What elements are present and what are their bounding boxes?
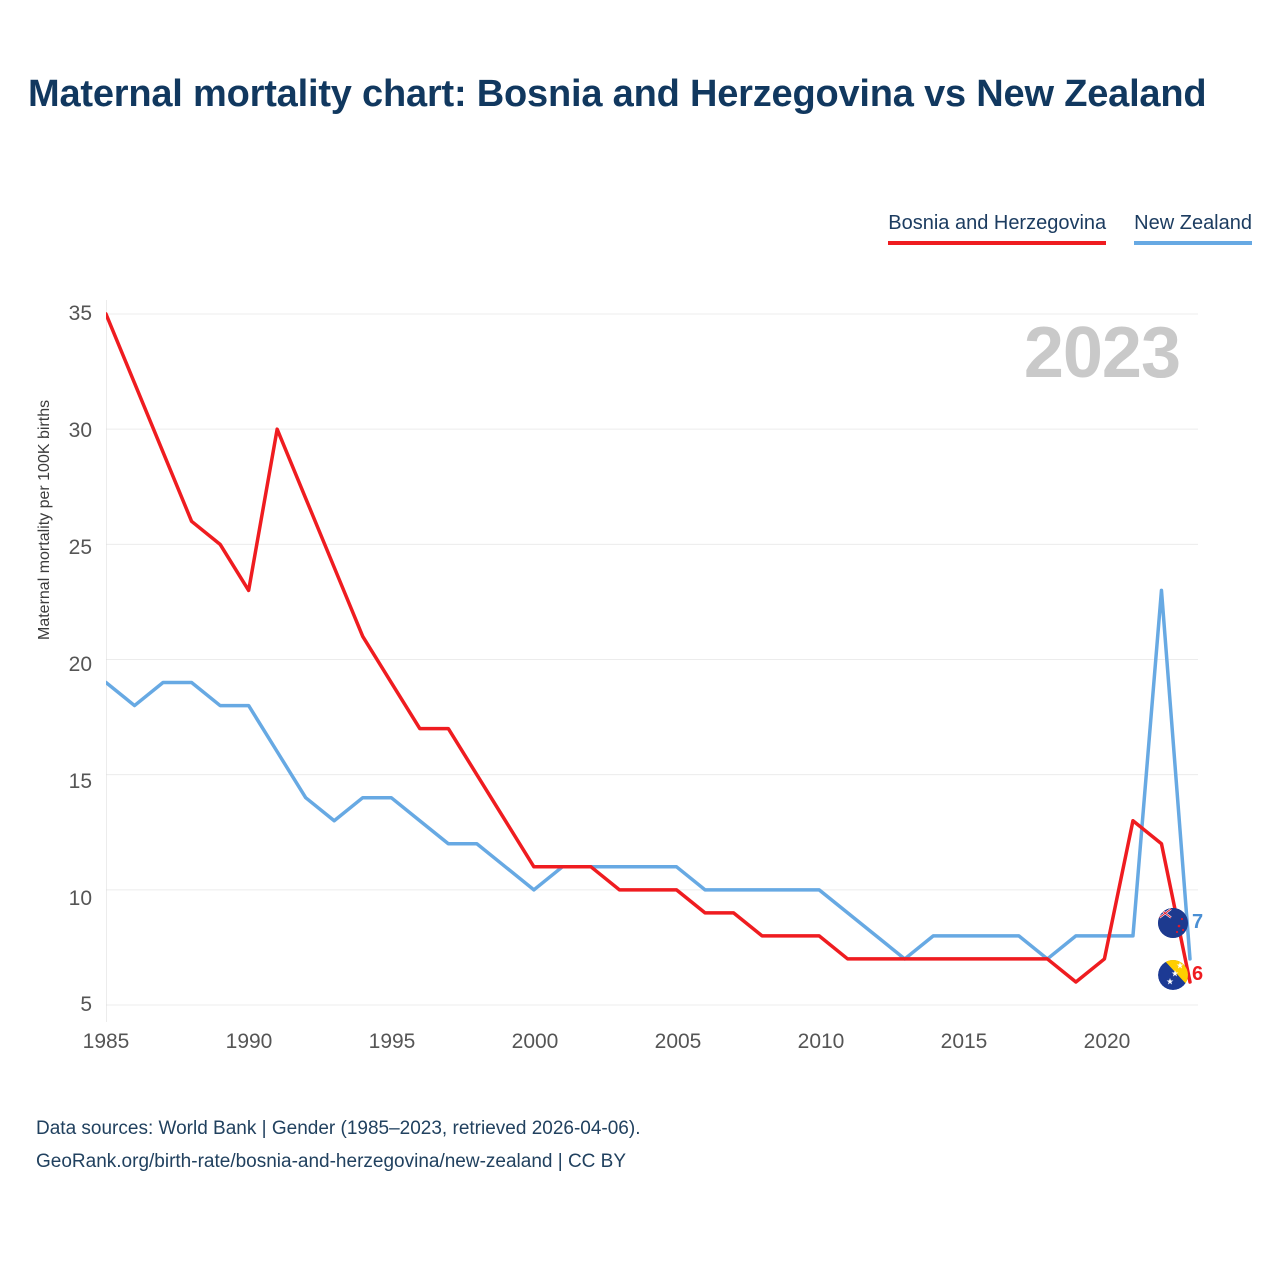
series-line-bosnia-and-herzegovina <box>106 314 1190 982</box>
line-chart-svg <box>106 300 1198 1022</box>
y-axis-label: Maternal mortality per 100K births <box>36 399 53 640</box>
year-watermark: 2023 <box>1023 313 1180 393</box>
end-label-bosnia-and-herzegovina: 6 <box>1192 963 1204 985</box>
y-tick-5: 5 <box>80 993 92 1016</box>
y-tick-35: 35 <box>68 302 92 325</box>
x-tick-2010: 2010 <box>797 1030 845 1053</box>
bosnia-and-herzegovina-flag-icon <box>1158 960 1188 990</box>
x-tick-1985: 1985 <box>82 1030 130 1053</box>
y-tick-30: 30 <box>68 419 92 442</box>
chart-legend <box>888 212 1252 245</box>
new-zealand-flag-icon <box>1158 908 1188 938</box>
page-title: Maternal mortality chart: Bosnia and Herzegovina vs New Zealand <box>28 73 1207 115</box>
x-tick-2000: 2000 <box>511 1030 559 1053</box>
x-tick-2005: 2005 <box>654 1030 702 1053</box>
x-tick-2020: 2020 <box>1083 1030 1131 1053</box>
x-tick-2015: 2015 <box>940 1030 988 1053</box>
y-tick-10: 10 <box>68 887 92 910</box>
footer-attribution: GeoRank.org/birth-rate/bosnia-and-herzegovina/new-zealand | CC BY <box>36 1151 627 1173</box>
x-tick-1990: 1990 <box>225 1030 273 1053</box>
footer-data-sources: Data sources: World Bank | Gender (1985–2023, retrieved 2026-04-06). <box>36 1118 641 1139</box>
gridlines <box>106 314 1198 1005</box>
x-axis-ticks <box>82 1030 1198 1070</box>
plot-area <box>106 300 1204 1022</box>
end-label-new-zealand: 7 <box>1192 911 1204 933</box>
legend-item-new-zealand[interactable]: New Zealand <box>1134 212 1252 245</box>
y-tick-15: 15 <box>68 770 92 793</box>
legend-item-bosnia-and-herzegovina[interactable]: Bosnia and Herzegovina <box>888 212 1106 245</box>
y-tick-25: 25 <box>68 536 92 559</box>
footer <box>36 1112 640 1179</box>
x-tick-1995: 1995 <box>368 1030 416 1053</box>
y-tick-20: 20 <box>68 653 92 676</box>
y-axis-ticks <box>30 300 92 1022</box>
